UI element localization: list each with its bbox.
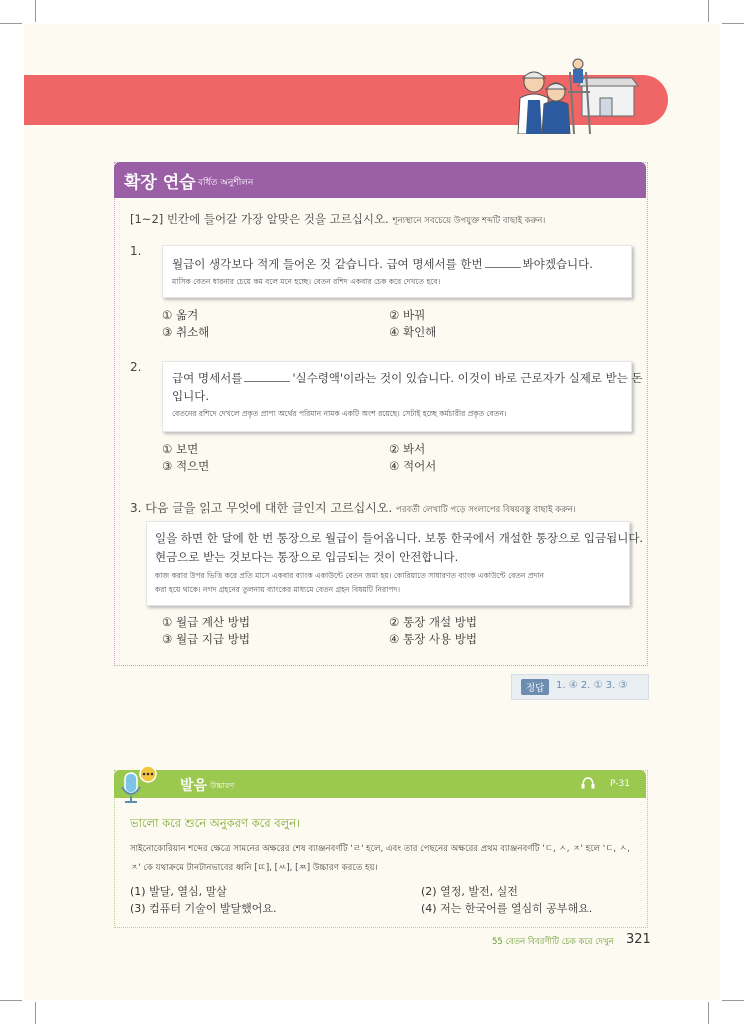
- pronunciation-item-3: (3) 컴퓨터 기술이 발달했어요.: [130, 902, 277, 915]
- page-number: 321: [626, 932, 651, 947]
- crop-mark: [0, 1000, 22, 1001]
- q1-option-1[interactable]: ① 옮겨: [162, 308, 199, 322]
- q3-option-2[interactable]: ② 통장 개설 방법: [389, 615, 477, 629]
- microphone-icon: [118, 765, 158, 805]
- blank-line: [485, 267, 521, 268]
- instruction-bn: শূন্যস্থানে সবচেয়ে উপযুক্ত শব্দটি বাছাই করুন।: [392, 216, 546, 226]
- question-2-text-after: '실수령액'이라는 것이 있습니다. 이것이 바로 근로자가 실제로 받는 돈: [292, 371, 643, 385]
- crop-mark: [0, 23, 22, 24]
- q1-option-2[interactable]: ② 바꿔: [389, 308, 426, 322]
- q3-option-3[interactable]: ③ 월급 지급 방법: [162, 632, 250, 646]
- question-3-title-ko: 3. 다음 글을 읽고 무엇에 대한 글인지 고르십시오.: [130, 501, 393, 515]
- pronunciation-subtitle: উচ্চারণ: [210, 781, 235, 790]
- q2-option-3[interactable]: ③ 적으면: [162, 459, 210, 473]
- exercise-subtitle: বর্ধিত অনুশীলন: [198, 178, 254, 188]
- exercise-header: [114, 162, 646, 198]
- question-2-number: 2.: [130, 360, 142, 374]
- question-3-title: [130, 499, 576, 517]
- question-3-translation-2: করা হয়ে থাকে। নগদ গ্রহনের তুলনায় ব্যাংকের মাধ্যমে বেতন গ্রহন বিষয়টি নিরাপদ।: [155, 585, 401, 594]
- question-1-text: [172, 256, 593, 272]
- instruction: [130, 211, 545, 228]
- answer-tag: 정답: [521, 679, 549, 695]
- question-2-line1: [172, 370, 643, 386]
- question-2-translation: বেতনের রশিদে দেখলে প্রকৃত প্রাপ্য অর্থের পরিমান নামক একটি অংশ রয়েছে। সেটাই হচ্ছে কর্মচারীর প্রকৃত বেতন।: [172, 409, 507, 418]
- blank-line: [244, 381, 290, 382]
- crop-mark: [35, 1002, 36, 1024]
- exercise-title: 확장 연습: [124, 173, 196, 193]
- pronunciation-instruction: ভালো করে শুনে অনুকরণ করে বলুন।: [130, 816, 301, 830]
- question-3-line2: 현금으로 받는 것보다는 통장으로 입금되는 것이 안전합니다.: [155, 550, 459, 564]
- question-1-text-before: 월급이 생각보다 적게 들어온 것 같습니다. 급여 명세서를 한번: [172, 257, 483, 271]
- instruction-ko: [1~2] 빈칸에 들어갈 가장 알맞은 것을 고르십시오.: [130, 212, 389, 226]
- pronunciation-header: [114, 770, 646, 798]
- q3-option-1[interactable]: ① 월급 계산 방법: [162, 615, 250, 629]
- question-1-box: [162, 245, 632, 298]
- answer-text: 1. ④ 2. ① 3. ③: [556, 680, 628, 691]
- pronunciation-item-4: (4) 저는 한국어를 열심히 공부해요.: [421, 902, 593, 915]
- question-1-translation: মাসিক বেতন ধারনার চেয়ে কম বলে মনে হচ্ছে। বেতন রশিদ একবার চেক করে দেখতে হবে।: [172, 277, 441, 286]
- audio-reference[interactable]: P-31: [610, 779, 630, 789]
- q2-option-4[interactable]: ④ 적어서: [389, 459, 437, 473]
- workers-illustration: [508, 52, 640, 134]
- pronunciation-rule: সাইনোকোরিয়ান শব্দের ক্ষেত্রে সামনের অক্ষরের শেষ ব্যাঞ্জনবর্ণটি 'ㄹ' হলে, এবং তার পেছনের অক্ষরের প্রথম ব্যাঞ্জনবর্ণটি 'ㄷ, ㅅ, ㅈ' হলে 'ㄷ, ㅅ, ㅈ' কে যথাক্রমে টানটানভাবের ধ্বনি [ㄸ], [ㅆ], [ㅉ] উচ্চারণ করতে হয়।: [130, 844, 630, 873]
- question-3-title-bn: পরবর্তী লেখাটি পড়ে সংলাপের বিষয়বস্তু বাছাই করুন।: [396, 505, 576, 515]
- crop-mark: [722, 1000, 744, 1001]
- q2-option-1[interactable]: ① 보면: [162, 442, 199, 456]
- question-3-line1: 일을 하면 한 달에 한 번 통장으로 월급이 들어옵니다. 보통 한국에서 개설한 통장으로 입금됩니다.: [155, 531, 644, 545]
- q1-option-4[interactable]: ④ 확인해: [389, 325, 437, 339]
- headphone-icon[interactable]: [581, 777, 595, 789]
- question-2-text-before: 급여 명세서를: [172, 371, 243, 385]
- crop-mark: [722, 23, 744, 24]
- q2-option-2[interactable]: ② 봐서: [389, 442, 426, 456]
- question-1-number: 1.: [130, 244, 142, 258]
- footer-title: 55 বেতন বিবরণীটি চেক করে দেখুন: [492, 937, 614, 947]
- answer-box: [511, 674, 649, 700]
- crop-mark: [708, 1002, 709, 1024]
- question-3-box: [146, 521, 644, 606]
- pronunciation-title: 발음: [180, 778, 208, 794]
- pronunciation-item-2: (2) 열정, 발전, 실전: [421, 885, 518, 898]
- question-2-line2: 입니다.: [172, 389, 209, 403]
- question-1-text-after: 봐야겠습니다.: [522, 257, 593, 271]
- question-3-translation-1: কাজ করার উপর ভিত্তি করে প্রতি মাসে একবার ব্যাংক একাউন্টে বেতন জমা হয়। কোরিয়াতে সাধারণত ব্যাংক একাউন্টে বেতন প্রদান: [155, 571, 544, 580]
- crop-mark: [35, 0, 36, 22]
- crop-mark: [708, 0, 709, 22]
- question-2-box: [162, 361, 643, 432]
- q3-option-4[interactable]: ④ 통장 사용 방법: [389, 632, 477, 646]
- q1-option-3[interactable]: ③ 취소해: [162, 325, 210, 339]
- pronunciation-item-1: (1) 발달, 열심, 말살: [130, 885, 227, 898]
